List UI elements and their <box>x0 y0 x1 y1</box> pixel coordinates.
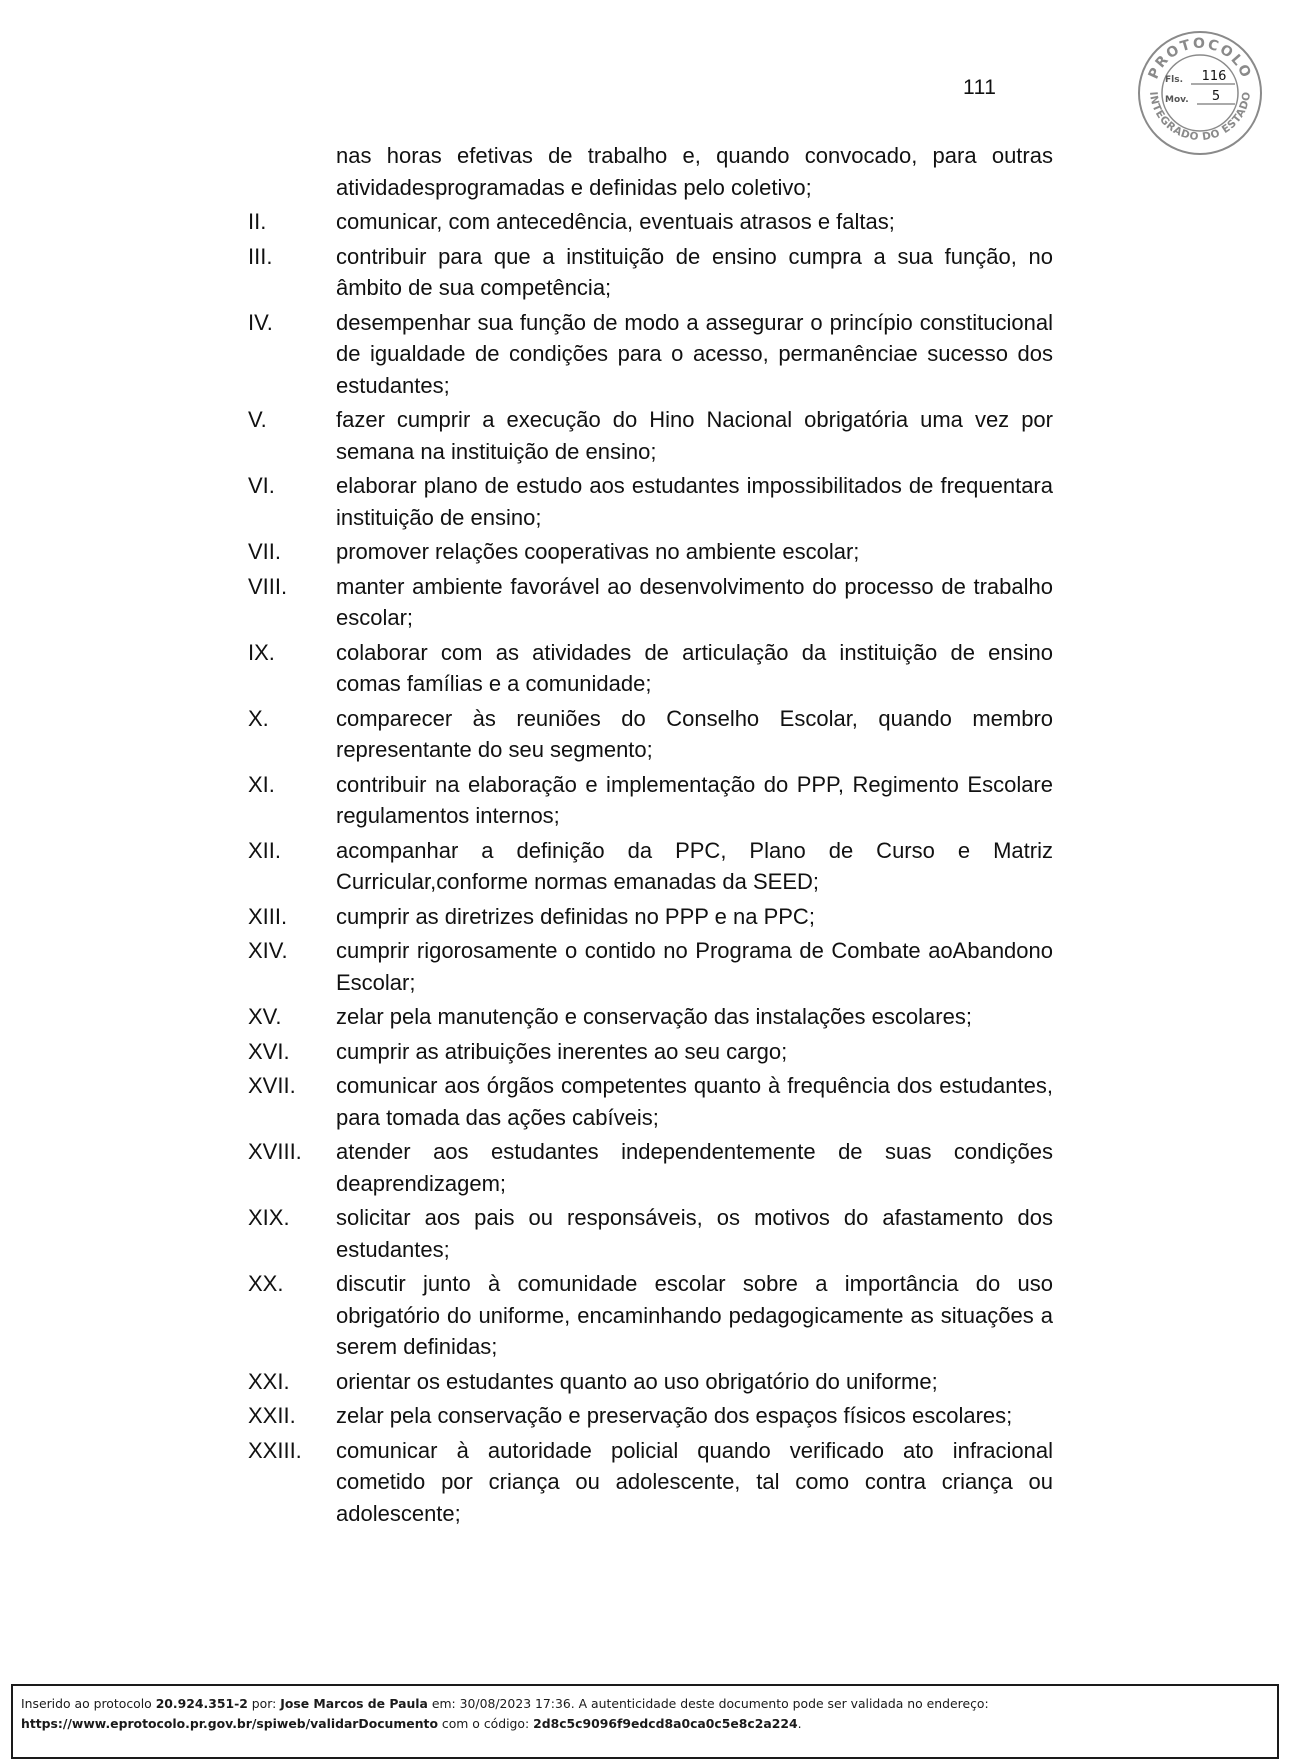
list-item-text: acompanhar a definição da PPC, Plano de Curso e Matriz Curricular,conforme normas emanadas da SEED; <box>336 837 1053 894</box>
footer-protocol-number: 20.924.351-2 <box>155 1696 248 1711</box>
footer-author: Jose Marcos de Paula <box>280 1696 428 1711</box>
list-item-text: orientar os estudantes quanto ao uso obrigatório do uniforme; <box>336 1368 938 1394</box>
stamp-mov-label: Mov. <box>1165 95 1189 105</box>
list-item-text: comunicar à autoridade policial quando verificado ato infracional cometido por criança ou adolescente, tal como contra criança ou adolescente; <box>336 1437 1053 1526</box>
list-item-number: XV. <box>248 1004 282 1029</box>
list-item-number: XVII. <box>248 1073 296 1098</box>
footer-validation-url[interactable]: https://www.eprotocolo.pr.gov.br/spiweb/validarDocumento <box>21 1716 438 1731</box>
list-item <box>0 1001 1290 1033</box>
stamp-fls-label: Fls. <box>1165 75 1184 85</box>
list-item <box>0 1268 1290 1363</box>
list-item <box>0 140 1290 203</box>
list-item <box>0 1400 1290 1432</box>
stamp-fls-value: 116 <box>1201 69 1227 84</box>
list-item-text: elaborar plano de estudo aos estudantes impossibilitados de frequentara instituição de ensino; <box>336 473 1053 530</box>
stamp-bottom-text: INTEGRADO DO ESTADO <box>1146 90 1254 144</box>
list-item-text: zelar pela manutenção e conservação das instalações escolares; <box>336 1004 972 1029</box>
list-item-text: comparecer às reuniões do Conselho Escolar, quando membro representante do seu segmento; <box>336 705 1053 762</box>
list-item-number: III. <box>248 243 273 269</box>
list-item-text: nas horas efetivas de trabalho e, quando convocado, para outras atividadesprogramadas e definidas pelo coletivo; <box>336 143 1053 200</box>
list-item-text: cumprir as atribuições inerentes ao seu cargo; <box>336 1038 788 1064</box>
list-item-number: II. <box>248 209 267 234</box>
footer-validation-code: 2d8c5c9096f9edcd8a0ca0c5e8c2a224 <box>533 1716 798 1731</box>
list-item-number: XIX. <box>248 1205 290 1230</box>
list-item <box>0 1070 1290 1133</box>
list-item <box>0 571 1290 634</box>
list-item <box>0 769 1290 832</box>
list-item <box>0 935 1290 998</box>
list-item <box>0 206 1290 238</box>
list-item-text: comunicar, com antecedência, eventuais atrasos e faltas; <box>336 209 895 234</box>
footer-by-label: por: <box>247 1696 281 1711</box>
list-item-text: desempenhar sua função de modo a assegurar o princípio constitucional de igualdade de condições para o acesso, permanênciae sucesso dos estudantes; <box>336 309 1053 398</box>
list-item-text: cumprir rigorosamente o contido no Programa de Combate aoAbandono Escolar; <box>336 938 1053 995</box>
list-item-number: XXIII. <box>248 1437 302 1463</box>
list-item-text: contribuir na elaboração e implementação do PPP, Regimento Escolare regulamentos internos; <box>336 771 1053 828</box>
list-item-text: comunicar aos órgãos competentes quanto à frequência dos estudantes, para tomada das ações cabíveis; <box>336 1073 1053 1130</box>
list-item-number: XIII. <box>248 903 288 929</box>
list-item-number: XXII. <box>248 1403 296 1428</box>
list-item <box>0 901 1290 933</box>
list-item <box>0 404 1290 467</box>
list-item <box>0 307 1290 402</box>
list-item-number: XX. <box>248 1271 284 1296</box>
list-item-number: VIII. <box>248 573 288 599</box>
list-item-number: XXI. <box>248 1368 290 1394</box>
list-item <box>0 703 1290 766</box>
list-item-number: XVI. <box>248 1038 290 1064</box>
list-item-number: XIV. <box>248 938 288 963</box>
stamp-mov-value: 5 <box>1211 89 1221 104</box>
list-item <box>0 1136 1290 1199</box>
list-item-text: contribuir para que a instituição de ensino cumpra a sua função, no âmbito de sua competência; <box>336 243 1053 300</box>
stamp-top-text: PROTOCOLO <box>1145 35 1255 82</box>
svg-text:PROTOCOLO <box>1146 36 1255 82</box>
list-item-text: atender aos estudantes independentemente de suas condições deaprendizagem; <box>336 1139 1053 1196</box>
list-item-text: fazer cumprir a execução do Hino Nacional obrigatória uma vez por semana na instituição de ensino; <box>336 407 1053 464</box>
protocol-stamp-seal-icon <box>1137 30 1263 156</box>
list-item-number: X. <box>248 705 269 731</box>
list-item-number: V. <box>248 407 267 432</box>
authenticity-footer <box>11 1684 1279 1759</box>
footer-date-label: em: 30/08/2023 17:36. A autenticidade deste documento pode ser validada no endereço: <box>427 1696 989 1711</box>
list-item <box>0 470 1290 533</box>
list-item-number: XVIII. <box>248 1139 302 1164</box>
list-item <box>0 241 1290 304</box>
list-item-number: IX. <box>248 639 275 665</box>
list-item-text: cumprir as diretrizes definidas no PPP e na PPC; <box>336 903 815 929</box>
list-item-number: VII. <box>248 539 282 564</box>
list-item <box>0 1366 1290 1398</box>
page-number: 111 <box>963 76 997 99</box>
list-item-text: manter ambiente favorável ao desenvolvimento do processo de trabalho escolar; <box>336 573 1053 630</box>
list-item-text: zelar pela conservação e preservação dos espaços físicos escolares; <box>336 1403 1013 1428</box>
list-item-number: XI. <box>248 771 275 797</box>
footer-prefix: Inserido ao protocolo <box>21 1696 156 1711</box>
list-item-text: discutir junto à comunidade escolar sobre a importância do uso obrigatório do uniforme, encaminhando pedagogicamente as situações a serem definidas; <box>336 1271 1053 1359</box>
list-item <box>0 1036 1290 1068</box>
list-item <box>0 1202 1290 1265</box>
footer-code-label: com o código: <box>437 1716 534 1731</box>
list-item-number: XII. <box>248 837 282 863</box>
list-item <box>0 1435 1290 1530</box>
list-item-number: VI. <box>248 473 275 498</box>
list-item-text: promover relações cooperativas no ambiente escolar; <box>336 539 860 564</box>
list-item-text: colaborar com as atividades de articulação da instituição de ensino comas famílias e a comunidade; <box>336 639 1053 696</box>
list-item <box>0 637 1290 700</box>
list-item <box>0 536 1290 568</box>
article-items <box>0 140 1290 1529</box>
list-item-number: IV. <box>248 309 273 335</box>
list-item-text: solicitar aos pais ou responsáveis, os motivos do afastamento dos estudantes; <box>336 1205 1053 1262</box>
list-item <box>0 835 1290 898</box>
footer-suffix: . <box>797 1716 802 1731</box>
protocol-stamp <box>1137 30 1263 156</box>
